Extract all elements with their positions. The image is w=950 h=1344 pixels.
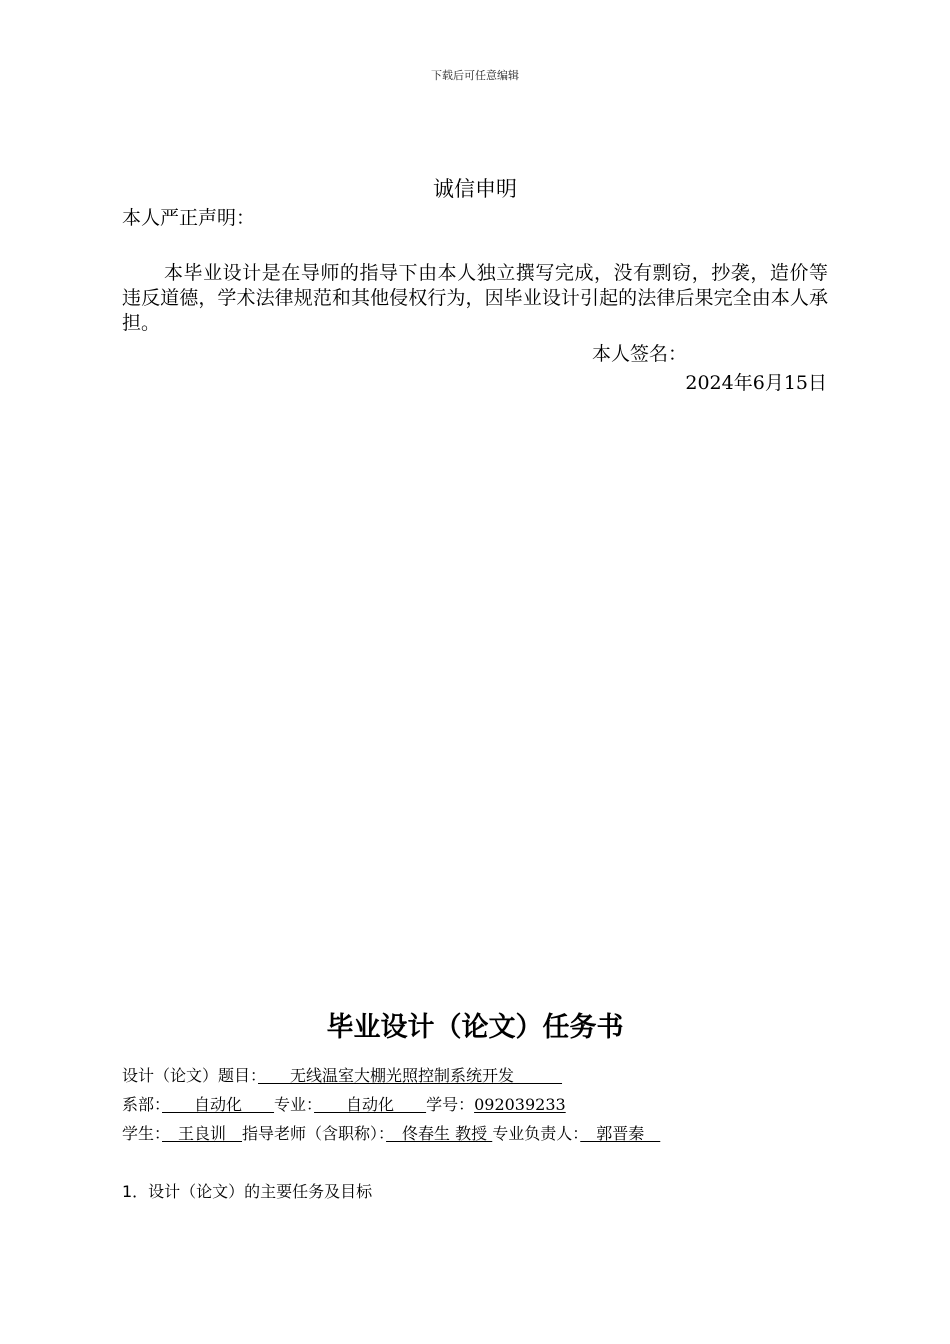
major-label: 专业： bbox=[274, 1095, 315, 1114]
topic-value: 无线温室大棚光照控制系统开发 bbox=[258, 1066, 563, 1085]
department-line bbox=[122, 1092, 566, 1115]
advisor-label: 指导老师（含职称）： bbox=[242, 1124, 387, 1143]
student-id-label: 学号： bbox=[426, 1095, 475, 1114]
student-id-value: 092039233 bbox=[474, 1095, 566, 1114]
student-value: 王良训 bbox=[162, 1124, 243, 1143]
task-book-title: 毕业设计（论文）任务书 bbox=[326, 1012, 624, 1043]
advisor-value: 佟春生 教授 bbox=[386, 1124, 493, 1143]
department-label: 系部： bbox=[122, 1095, 163, 1114]
student-line bbox=[122, 1121, 660, 1144]
major-value: 自动化 bbox=[314, 1095, 427, 1114]
head-value: 郭晋秦 bbox=[580, 1124, 661, 1143]
department-value: 自动化 bbox=[162, 1095, 275, 1114]
topic-label: 设计（论文）题目： bbox=[122, 1066, 259, 1085]
statement-body: 本毕业设计是在导师的指导下由本人独立撰写完成，没有剽窃，抄袭，造价等违反道德，学术法律规范和其他侵权行为，因毕业设计引起的法律后果完全由本人承担。 bbox=[122, 262, 828, 334]
head-label: 专业负责人： bbox=[492, 1124, 581, 1143]
topic-line bbox=[122, 1063, 562, 1086]
signature-label: 本人签名： bbox=[592, 343, 688, 365]
section-heading-1: 1．设计（论文）的主要任务及目标 bbox=[122, 1182, 373, 1201]
statement-intro: 本人严正声明： bbox=[122, 207, 256, 229]
signature-date: 2024年6月15日 bbox=[685, 372, 827, 394]
student-label: 学生： bbox=[122, 1124, 163, 1143]
honesty-statement-title: 诚信申明 bbox=[433, 177, 517, 201]
page-header-note: 下载后可任意编辑 bbox=[431, 69, 519, 82]
